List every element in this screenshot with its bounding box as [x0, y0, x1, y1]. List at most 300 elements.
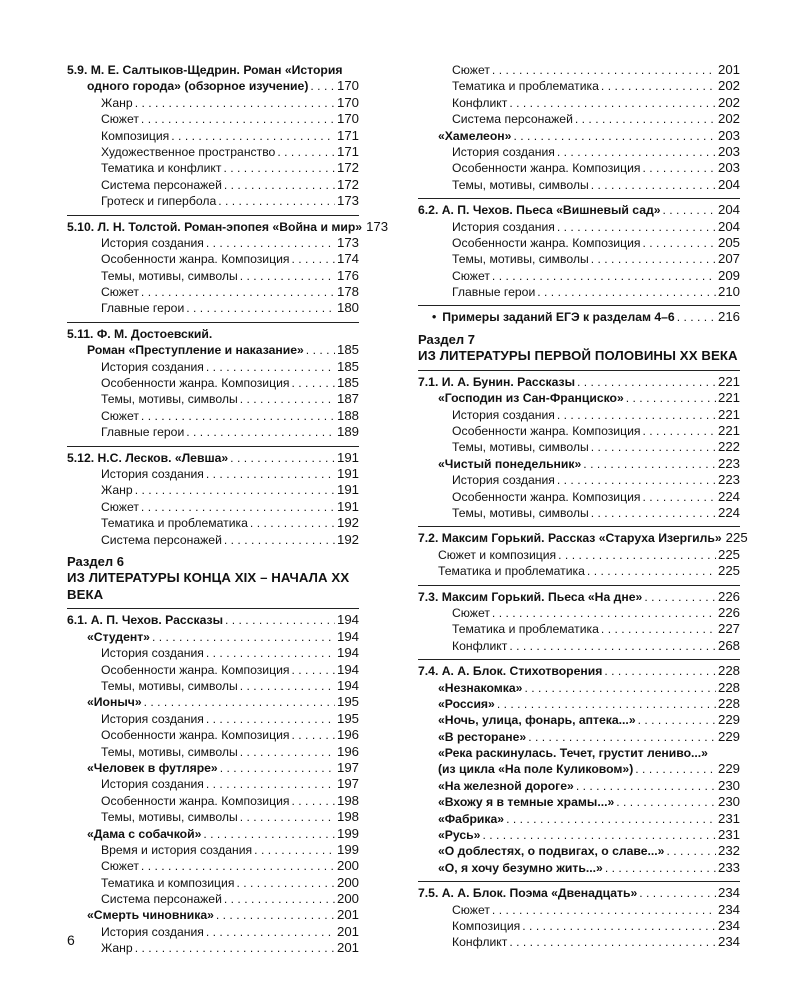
- toc-block: [67, 499, 359, 515]
- toc-entry[interactable]: [67, 858, 359, 874]
- toc-entry[interactable]: [67, 177, 359, 193]
- toc-entry[interactable]: [418, 407, 740, 423]
- toc-entry[interactable]: [418, 794, 740, 810]
- toc-entry[interactable]: [67, 940, 359, 956]
- toc-entry[interactable]: [67, 809, 359, 825]
- section-heading: [67, 554, 359, 604]
- toc-block: [418, 439, 740, 455]
- dot-leader: [591, 505, 716, 521]
- dot-leader: [186, 424, 335, 440]
- toc-entry-title: Особенности жанра. Композиция: [101, 662, 290, 677]
- dot-leader: [506, 811, 716, 827]
- toc-entry-line: 5.9. М. Е. Салтыков-Щедрин. Роман «История: [67, 63, 343, 77]
- toc-page-number: 197: [336, 759, 359, 775]
- dot-leader: [141, 408, 335, 424]
- toc-entry-title: Композиция: [452, 918, 521, 933]
- toc-page-number: 173: [336, 193, 359, 209]
- toc-block: [418, 160, 740, 176]
- toc-entry[interactable]: [67, 218, 389, 235]
- dot-leader: [482, 827, 716, 843]
- toc-page-number: 191: [336, 465, 359, 481]
- toc-entry-title: История создания: [452, 219, 555, 234]
- toc-block: [418, 860, 740, 876]
- toc-entry-title: История создания: [101, 235, 204, 250]
- toc-entry[interactable]: [67, 128, 359, 144]
- toc-entry-title: Особенности жанра. Композиция: [452, 235, 641, 250]
- toc-entry[interactable]: [67, 629, 359, 645]
- toc-entry-title: Темы, мотивы, символы: [101, 679, 238, 693]
- toc-entry[interactable]: [418, 712, 740, 728]
- toc-entry[interactable]: [418, 934, 740, 950]
- toc-entry[interactable]: [418, 160, 740, 176]
- toc-block: [418, 128, 740, 144]
- dot-leader: [135, 940, 335, 956]
- toc-entry-title: Тематика и композиция: [101, 875, 235, 890]
- toc-entry[interactable]: [67, 284, 359, 300]
- toc-entry-title: «Ионыч»: [87, 695, 142, 710]
- toc-entry[interactable]: [67, 235, 359, 251]
- toc-entry-title: Тематика и проблематика: [101, 516, 248, 531]
- toc-entry-title: Главные герои: [101, 301, 185, 316]
- toc-entry-title: История создания: [101, 359, 204, 374]
- toc-entry-title: История создания: [101, 711, 204, 726]
- toc-block: [67, 359, 359, 375]
- toc-entry-title: «Смерть чиновника»: [87, 908, 214, 923]
- toc-block: [418, 881, 740, 901]
- toc-entry[interactable]: [418, 251, 740, 267]
- toc-entry-title: История создания: [452, 407, 555, 422]
- toc-entry[interactable]: [67, 251, 359, 267]
- toc-entry-title: Главные герои: [452, 285, 536, 300]
- toc-page-number: 203: [717, 127, 740, 143]
- toc-block: [67, 446, 359, 466]
- toc-entry[interactable]: [418, 111, 740, 127]
- toc-entry[interactable]: [418, 95, 740, 111]
- toc-entry-title: одного города» (обзорное изучение): [87, 79, 309, 94]
- toc-page-number: 191: [336, 498, 359, 514]
- toc-entry[interactable]: [418, 472, 740, 488]
- dot-leader: [591, 251, 716, 267]
- toc-page-number: 201: [717, 62, 740, 77]
- toc-block: [67, 711, 359, 727]
- dot-leader: [524, 680, 716, 696]
- toc-entry-title: 5.10. Л. Н. Толстой. Роман-эпопея «Война и мир»: [67, 219, 363, 234]
- toc-entry[interactable]: [418, 219, 740, 235]
- toc-block: [418, 843, 740, 859]
- toc-entry[interactable]: [67, 193, 359, 209]
- dot-leader: [605, 860, 716, 876]
- toc-page-number: 176: [336, 267, 359, 283]
- dot-leader: [666, 843, 716, 859]
- toc-entry[interactable]: [67, 744, 359, 760]
- toc-entry[interactable]: [67, 482, 359, 498]
- toc-entry-line: «Река раскинулась. Течет, грустит лениво...»: [438, 746, 708, 761]
- toc-entry[interactable]: [418, 530, 748, 546]
- dot-leader: [643, 489, 716, 505]
- toc-entry[interactable]: [418, 390, 740, 406]
- toc-entry-title: Особенности жанра. Композиция: [101, 728, 290, 743]
- toc-entry[interactable]: [418, 235, 740, 251]
- toc-entry-title: Темы, мотивы, символы: [452, 252, 589, 267]
- toc-page-number: 201: [336, 923, 359, 939]
- toc-block: [67, 144, 359, 160]
- toc-entry[interactable]: [418, 589, 740, 605]
- toc-block: [67, 809, 359, 825]
- toc-entry-title: История создания: [101, 777, 204, 792]
- toc-entry-title: Главные герои: [101, 425, 185, 440]
- dot-leader: [240, 268, 335, 284]
- toc-entry[interactable]: [67, 160, 359, 176]
- dot-leader: [203, 826, 335, 842]
- toc-entry[interactable]: [418, 902, 740, 918]
- dot-leader: [218, 193, 335, 209]
- toc-block: [418, 111, 740, 127]
- toc-page-number: 189: [336, 424, 359, 440]
- dot-leader: [310, 78, 335, 94]
- toc-entry-title: Жанр: [101, 941, 133, 956]
- toc-entry-title: «Хамелеон»: [438, 128, 512, 143]
- toc-page-number: 230: [717, 777, 740, 793]
- dot-leader: [644, 589, 716, 605]
- toc-entry[interactable]: [418, 284, 740, 300]
- toc-block: [67, 375, 359, 391]
- toc-entry[interactable]: [418, 729, 740, 745]
- toc-block: [67, 940, 359, 956]
- toc-entry-title: 7.2. Максим Горький. Рассказ «Старуха Изергиль»: [418, 531, 722, 546]
- dot-leader: [643, 235, 716, 251]
- toc-entry[interactable]: [418, 563, 740, 579]
- toc-block: [418, 219, 740, 235]
- toc-page-number: 188: [336, 407, 359, 423]
- toc-page-number: 201: [336, 940, 359, 956]
- toc-page-number: 192: [336, 515, 359, 531]
- toc-entry-title: «Человек в футляре»: [87, 760, 218, 775]
- toc-entry[interactable]: [67, 645, 359, 661]
- toc-entry-title: Тематика и проблематика: [452, 622, 599, 637]
- dot-leader: [643, 423, 716, 439]
- toc-entry-title: Система персонажей: [101, 532, 222, 547]
- toc-entry-title: Сюжет: [101, 499, 139, 514]
- toc-entry[interactable]: [67, 924, 359, 940]
- toc-entry-title: Тематика и проблематика: [438, 564, 585, 579]
- toc-entry[interactable]: [67, 711, 359, 727]
- toc-block: [67, 268, 359, 284]
- toc-entry-title: «Дама с собачкой»: [87, 826, 202, 841]
- toc-entry-title: «Ночь, улица, фонарь, аптека...»: [438, 713, 636, 728]
- toc-entry[interactable]: [67, 842, 359, 858]
- toc-page-number: 185: [336, 375, 359, 391]
- dot-leader: [522, 918, 716, 934]
- toc-entry[interactable]: [67, 826, 359, 842]
- toc-entry-title: История создания: [101, 466, 204, 481]
- toc-entry[interactable]: [418, 811, 740, 827]
- toc-page-number: 171: [336, 127, 359, 143]
- toc-entry[interactable]: [418, 680, 740, 696]
- toc-entry[interactable]: [418, 696, 740, 712]
- toc-page-number: 170: [336, 111, 359, 127]
- toc-block: [67, 215, 389, 235]
- toc-entry-title: История создания: [452, 144, 555, 159]
- section-title: ИЗ ЛИТЕРАТУРЫ КОНЦА XIX – НАЧАЛА XX ВЕКА: [67, 570, 350, 602]
- toc-entry[interactable]: [418, 374, 740, 390]
- toc-entry-title: Жанр: [101, 95, 133, 110]
- toc-entry[interactable]: [418, 144, 740, 160]
- toc-block: [418, 585, 740, 605]
- dot-leader: [604, 663, 716, 679]
- toc-entry[interactable]: [67, 515, 359, 531]
- toc-block: [418, 761, 740, 777]
- toc-page-number: 191: [336, 449, 359, 465]
- toc-block: [67, 300, 359, 316]
- dot-leader: [591, 177, 716, 193]
- toc-block: [418, 144, 740, 160]
- toc-entry-title: «Русь»: [438, 828, 481, 843]
- dot-leader: [292, 662, 335, 678]
- dot-leader: [223, 160, 335, 176]
- dot-leader: [206, 711, 335, 727]
- toc-entry[interactable]: [67, 375, 359, 391]
- toc-entry[interactable]: [67, 268, 359, 284]
- toc-block: [67, 160, 359, 176]
- toc-entry[interactable]: [67, 95, 359, 111]
- toc-block: [67, 482, 359, 498]
- dot-leader: [587, 563, 716, 579]
- toc-block: [418, 811, 740, 827]
- toc-page-number: 204: [717, 176, 740, 192]
- toc-entry[interactable]: [67, 662, 359, 678]
- dot-leader: [557, 219, 716, 235]
- toc-block: [67, 645, 359, 661]
- toc-entry[interactable]: [418, 761, 740, 777]
- toc-block: [418, 638, 740, 654]
- toc-entry[interactable]: [418, 423, 740, 439]
- toc-entry-title: 7.4. А. А. Блок. Стихотворения: [418, 664, 603, 679]
- toc-block: [418, 456, 740, 472]
- dot-leader: [557, 472, 716, 488]
- toc-entry[interactable]: [67, 359, 359, 375]
- toc-entry-title: Художественное пространство: [101, 144, 276, 159]
- toc-entry[interactable]: [418, 177, 740, 193]
- toc-page-number: 200: [336, 891, 359, 907]
- toc-block: [67, 251, 359, 267]
- toc-entry[interactable]: [67, 532, 359, 548]
- toc-entry[interactable]: [67, 408, 359, 424]
- toc-page-number: 202: [717, 111, 740, 127]
- dot-leader: [635, 761, 716, 777]
- dot-leader: [601, 78, 716, 94]
- toc-page-number: 228: [717, 663, 740, 679]
- toc-page-number: 196: [336, 743, 359, 759]
- toc-entry[interactable]: [418, 621, 740, 637]
- dot-leader: [643, 160, 716, 176]
- toc-entry[interactable]: [418, 663, 740, 679]
- toc-entry[interactable]: [418, 202, 740, 218]
- toc-entry[interactable]: [418, 843, 740, 859]
- toc-block: [418, 680, 740, 696]
- toc-entry[interactable]: [67, 111, 359, 127]
- toc-entry[interactable]: [418, 827, 740, 843]
- toc-entry-title: Конфликт: [452, 638, 508, 653]
- toc-entry[interactable]: [67, 727, 359, 743]
- toc-page-number: 201: [336, 907, 359, 923]
- toc-entry[interactable]: [67, 694, 359, 710]
- toc-entry-title: Особенности жанра. Композиция: [101, 376, 290, 391]
- toc-entry[interactable]: [67, 612, 359, 628]
- toc-page-number: 197: [336, 776, 359, 792]
- toc-block: [418, 235, 740, 251]
- dot-leader: [216, 907, 335, 923]
- toc-entry[interactable]: [67, 875, 359, 891]
- toc-entry-title: 7.3. Максим Горький. Пьеса «На дне»: [418, 589, 643, 604]
- dot-leader: [141, 111, 335, 127]
- toc-block: [418, 95, 740, 111]
- toc-entry-title: История создания: [101, 924, 204, 939]
- toc-block: [418, 198, 740, 218]
- toc-block: [418, 390, 740, 406]
- toc-entry[interactable]: [418, 860, 740, 876]
- dot-leader: [206, 776, 335, 792]
- toc-page-number: 226: [717, 604, 740, 620]
- toc-block: [67, 424, 359, 440]
- toc-entry[interactable]: [418, 505, 740, 521]
- toc-entry[interactable]: [418, 78, 740, 94]
- dot-leader: [497, 696, 716, 712]
- toc-entry[interactable]: [418, 456, 740, 472]
- dot-leader: [639, 885, 716, 901]
- toc-entry[interactable]: [67, 466, 359, 482]
- toc-entry[interactable]: [418, 439, 740, 455]
- toc-block: [418, 268, 740, 284]
- dot-leader: [240, 678, 335, 694]
- dot-leader: [277, 144, 335, 160]
- toc-block: [67, 111, 359, 127]
- dot-leader: [250, 515, 335, 531]
- toc-entry[interactable]: [418, 885, 740, 901]
- toc-entry[interactable]: [418, 62, 740, 78]
- toc-page-number: 200: [336, 858, 359, 874]
- toc-block: [67, 891, 359, 907]
- toc-page-number: 229: [717, 712, 740, 728]
- dot-leader: [225, 612, 335, 628]
- toc-entry[interactable]: [67, 300, 359, 316]
- toc-page-number: 223: [717, 455, 740, 471]
- dot-leader: [528, 729, 716, 745]
- toc-page-number: 198: [336, 792, 359, 808]
- dot-leader: [240, 744, 335, 760]
- toc-page-number: 198: [336, 809, 359, 825]
- toc-entry-title: 5.12. Н.С. Лесков. «Левша»: [67, 450, 229, 465]
- toc-page-number: 199: [336, 841, 359, 857]
- toc-entry-title: Сюжет: [452, 63, 490, 77]
- toc-entry[interactable]: [67, 342, 359, 358]
- toc-entry[interactable]: [67, 450, 359, 466]
- dot-leader: [557, 144, 716, 160]
- dot-leader: [224, 891, 335, 907]
- toc-block: [418, 472, 740, 488]
- toc-entry[interactable]: [418, 638, 740, 654]
- toc-page-number: 221: [717, 406, 740, 422]
- toc-block: [418, 62, 740, 78]
- toc-page-number: 196: [336, 727, 359, 743]
- toc-entry-title: «Фабрика»: [438, 811, 505, 826]
- dot-leader: [292, 251, 335, 267]
- dot-leader: [254, 842, 335, 858]
- toc-entry-title: 6.2. А. П. Чехов. Пьеса «Вишневый сад»: [418, 203, 661, 218]
- toc-block: [67, 760, 359, 776]
- toc-entry-title: Темы, мотивы, символы: [452, 177, 589, 192]
- dot-leader: [206, 924, 335, 940]
- toc-entry-title: «Незнакомка»: [438, 680, 523, 695]
- toc-entry-title: История создания: [101, 646, 204, 661]
- dot-leader: [230, 450, 335, 466]
- toc-block: [67, 554, 359, 604]
- toc-entry[interactable]: [67, 391, 359, 407]
- dot-leader: [206, 466, 335, 482]
- toc-entry[interactable]: [418, 128, 740, 144]
- toc-page-number: 173: [336, 234, 359, 250]
- toc-entry[interactable]: [418, 605, 740, 621]
- toc-entry[interactable]: [67, 78, 359, 94]
- toc-entry[interactable]: [418, 489, 740, 505]
- toc-block: [67, 193, 359, 209]
- toc-entry-title: «Чистый понедельник»: [438, 456, 582, 471]
- toc-block: [67, 177, 359, 193]
- toc-block: [418, 827, 740, 843]
- toc-block: [418, 902, 740, 918]
- toc-entry[interactable]: [67, 891, 359, 907]
- dot-leader: [677, 309, 716, 325]
- toc-entry[interactable]: [67, 907, 359, 923]
- toc-entry-title: Сюжет: [101, 112, 139, 127]
- toc-block: [418, 407, 740, 423]
- toc-page-number: 202: [717, 94, 740, 110]
- toc-entry[interactable]: [67, 144, 359, 160]
- dot-leader: [575, 111, 716, 127]
- toc-block: [418, 659, 740, 679]
- toc-bullet-entry[interactable]: [418, 309, 740, 325]
- toc-entry[interactable]: [67, 499, 359, 515]
- toc-entry[interactable]: [67, 793, 359, 809]
- dot-leader: [583, 456, 716, 472]
- toc-block: [418, 563, 740, 579]
- dot-leader: [663, 202, 716, 218]
- dot-leader: [141, 284, 335, 300]
- toc-entry[interactable]: [418, 918, 740, 934]
- toc-entry[interactable]: [67, 424, 359, 440]
- toc-entry-title: «На железной дороге»: [438, 778, 574, 793]
- toc-entry[interactable]: [67, 776, 359, 792]
- toc-block: [67, 776, 359, 792]
- toc-entry[interactable]: [67, 678, 359, 694]
- section-title: ИЗ ЛИТЕРАТУРЫ ПЕРВОЙ ПОЛОВИНЫ XX ВЕКА: [418, 348, 738, 364]
- toc-block: [67, 608, 359, 628]
- toc-page-number: 228: [717, 695, 740, 711]
- toc-page-number: 232: [717, 843, 740, 859]
- toc-page-number: 178: [336, 284, 359, 300]
- dot-leader: [240, 809, 335, 825]
- toc-block: [67, 408, 359, 424]
- dot-leader: [292, 375, 335, 391]
- toc-page-number: 225: [717, 563, 740, 579]
- toc-entry[interactable]: [67, 760, 359, 776]
- toc-entry[interactable]: [418, 547, 740, 563]
- toc-page-number: 204: [717, 218, 740, 234]
- toc-block: [418, 78, 740, 94]
- toc-entry[interactable]: [418, 268, 740, 284]
- toc-entry-title: Особенности жанра. Композиция: [101, 793, 290, 808]
- toc-page-number: 225: [717, 546, 740, 562]
- toc-entry[interactable]: [418, 778, 740, 794]
